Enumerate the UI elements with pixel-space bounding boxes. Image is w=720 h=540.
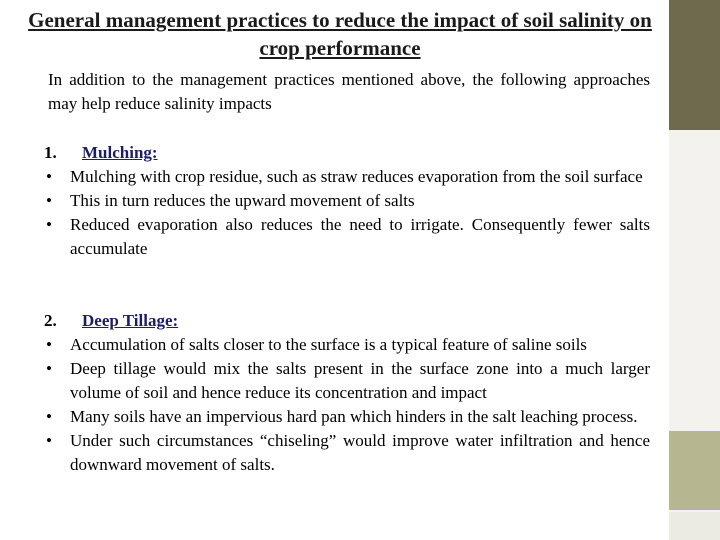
bullet-text: Mulching with crop residue, such as straw reduces evaporation from the soil surface [70, 167, 643, 186]
section-deep-tillage [44, 309, 650, 477]
bullet-text: Accumulation of salts closer to the surface is a typical feature of saline soils [70, 335, 587, 354]
bullet-text: Under such circumstances “chiseling” would improve water infiltration and hence downward movement of salts. [70, 431, 650, 474]
bullet-text: Many soils have an impervious hard pan which hinders in the salt leaching process. [70, 407, 638, 426]
bullet-icon: • [46, 407, 52, 426]
bullet-icon: • [46, 335, 52, 354]
side-bar-top-block [669, 0, 720, 130]
slide-title: General management practices to reduce the impact of soil salinity on crop performance [28, 8, 652, 60]
list-item [44, 333, 650, 357]
bullet-text: This in turn reduces the upward movement of salts [70, 191, 415, 210]
bullet-text: Reduced evaporation also reduces the need to irrigate. Consequently fewer salts accumulate [70, 215, 650, 258]
list-item [44, 213, 650, 261]
list-item [44, 165, 650, 189]
section-heading: Deep Tillage: [82, 311, 179, 330]
side-bar-bottom-block [669, 512, 720, 540]
list-item [44, 357, 650, 405]
section-number: 1. [44, 143, 57, 162]
section-heading: Mulching: [82, 143, 158, 162]
list-item [44, 429, 650, 477]
bullet-icon: • [46, 191, 52, 210]
bullet-text: Deep tillage would mix the salts present in the surface zone into a much larger volume of soil and hence reduce its concentration and impact [70, 359, 650, 402]
section-heading-row [44, 309, 650, 333]
bullet-icon: • [46, 215, 52, 234]
side-bar-middle-block [669, 431, 720, 510]
bullet-icon: • [46, 167, 52, 186]
bullet-icon: • [46, 431, 52, 450]
intro-paragraph: In addition to the management practices mentioned above, the following approaches may help reduce salinity impacts [48, 70, 650, 113]
list-item [44, 189, 650, 213]
list-item [44, 405, 650, 429]
section-mulching [44, 141, 650, 261]
section-number: 2. [44, 311, 57, 330]
section-heading-row [44, 141, 650, 165]
bullet-icon: • [46, 359, 52, 378]
